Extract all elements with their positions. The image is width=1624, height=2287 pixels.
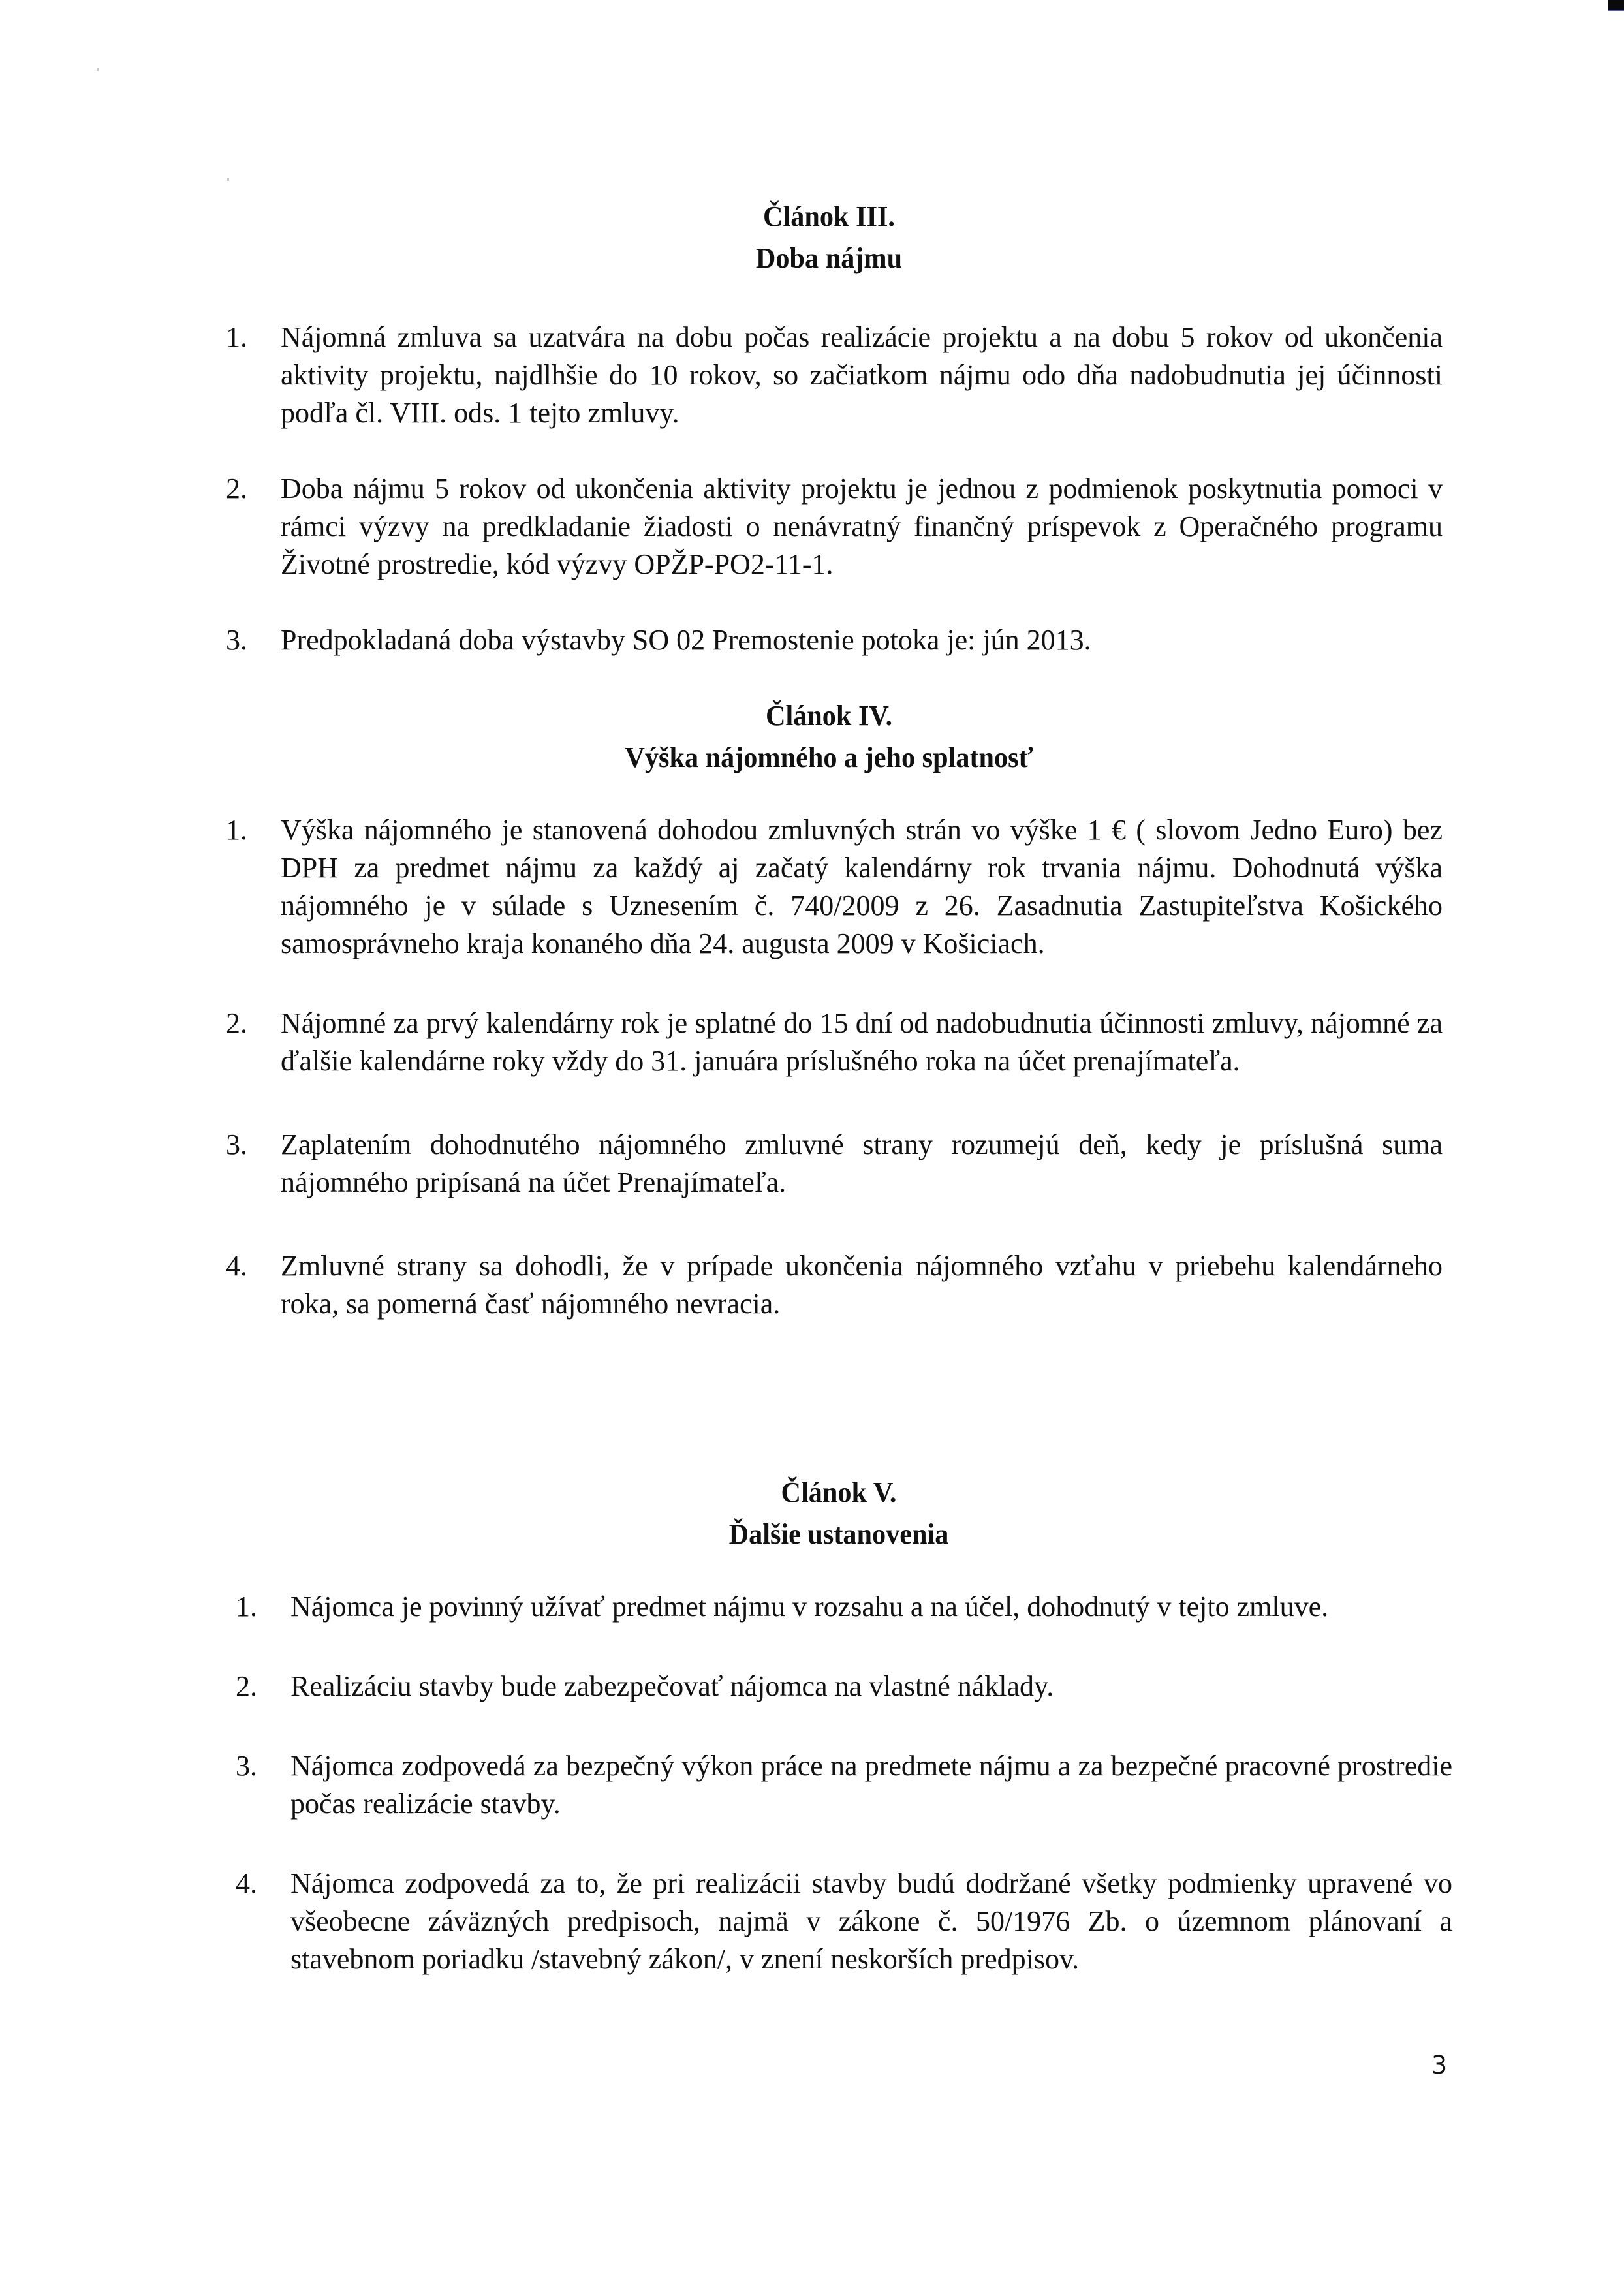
scan-artifact	[97, 68, 99, 71]
clause-text: Nájomca zodpovedá za bezpečný výkon práce na predmete nájmu a za bezpečné pracovné prostredie počas realizácie stavby.	[290, 1750, 1452, 1820]
clause	[225, 1865, 1452, 1978]
clause-number: 1.	[226, 814, 247, 846]
scan-artifact	[227, 178, 229, 181]
article-subtitle: Výška nájomného a jeho splatnosť	[625, 741, 1033, 773]
clause-text: Nájomca zodpovedá za to, že pri realizácii stavby budú dodržané všetky podmienky upravené vo všeobecne záväzných predpisoch, najmä v zákone č. 50/1976 Zb. o územnom plánovaní a stavebnom poriadku /stavebný zákon/, v znení neskorších predpisov.	[290, 1867, 1452, 1975]
clause-number: 1.	[226, 321, 247, 353]
article-3	[215, 196, 1443, 659]
clause-number: 3.	[226, 1128, 247, 1160]
clause	[225, 1668, 1452, 1705]
clause-list	[225, 1588, 1452, 1978]
clause-number: 3.	[236, 1750, 257, 1782]
clause-list	[215, 811, 1443, 1323]
article-5	[225, 1472, 1452, 1978]
clause	[215, 1247, 1443, 1323]
clause-number: 2.	[226, 1007, 247, 1039]
clause-text: Doba nájmu 5 rokov od ukončenia aktivity projektu je jednou z podmienok poskytnutia pomoci v rámci výzvy na predkladanie žiadosti o nenávratný finančný príspevok z Operačného programu Životné prostredie, kód výzvy OPŽP-PO2-11-1.	[281, 473, 1443, 580]
clause-number: 1.	[236, 1591, 257, 1623]
clause	[215, 1004, 1443, 1080]
article-subtitle: Doba nájmu	[755, 242, 903, 274]
clause	[215, 470, 1443, 583]
clause-text: Nájomca je povinný užívať predmet nájmu v rozsahu a na účel, dohodnutý v tejto zmluve.	[290, 1591, 1329, 1623]
clause-text: Zaplatením dohodnutého nájomného zmluvné strany rozumejú deň, kedy je príslušná suma nájomného pripísaná na účet Prenajímateľa.	[281, 1128, 1443, 1198]
clause	[225, 1747, 1452, 1823]
article-title: Článok IV.	[765, 700, 893, 732]
page-number: 3	[1431, 2051, 1448, 2079]
clause-number: 3.	[226, 624, 247, 656]
clause-text: Realizáciu stavby bude zabezpečovať nájomca na vlastné náklady.	[290, 1670, 1054, 1702]
clause	[215, 811, 1443, 963]
clause-list	[215, 319, 1443, 659]
clause-text: Nájomné za prvý kalendárny rok je splatné do 15 dní od nadobudnutia účinnosti zmluvy, nájomné za ďalšie kalendárne roky vždy do 31. januára príslušného roka na účet prenajímateľa.	[281, 1007, 1443, 1077]
clause	[215, 319, 1443, 432]
clause-number: 4.	[226, 1250, 247, 1282]
article-subtitle: Ďalšie ustanovenia	[728, 1518, 949, 1550]
clause-text: Nájomná zmluva sa uzatvára na dobu počas realizácie projektu a na dobu 5 rokov od ukončenia aktivity projektu, najdlhšie do 10 rokov, so začiatkom nájmu odo dňa nadobudnutia jej účinnosti podľa čl. VIII. ods. 1 tejto zmluvy.	[281, 321, 1443, 429]
clause-text: Výška nájomného je stanovená dohodou zmluvných strán vo výške 1 € ( slovom Jedno Euro) bez DPH za predmet nájmu za každý aj začatý kalendárny rok trvania nájmu. Dohodnutá výška nájomného je v súlade s Uznesením č. 740/2009 z 26. Zasadnutia Zastupiteľstva Košického samosprávneho kraja konaného dňa 24. augusta 2009 v Košiciach.	[281, 814, 1443, 959]
clause-text: Zmluvné strany sa dohodli, že v prípade ukončenia nájomného vzťahu v priebehu kalendárneho roka, sa pomerná časť nájomného nevracia.	[281, 1250, 1443, 1320]
clause-number: 2.	[226, 473, 247, 505]
clause	[225, 1588, 1452, 1626]
scan-corner-mark	[1608, 0, 1624, 11]
clause	[215, 1126, 1443, 1202]
clause-number: 2.	[236, 1670, 257, 1702]
article-title: Článok V.	[781, 1476, 897, 1508]
clause-number: 4.	[236, 1867, 257, 1899]
clause	[215, 621, 1443, 659]
clause-text: Predpokladaná doba výstavby SO 02 Premostenie potoka je: jún 2013.	[281, 624, 1091, 656]
article-title: Článok III.	[763, 200, 895, 232]
article-4	[215, 695, 1443, 1323]
